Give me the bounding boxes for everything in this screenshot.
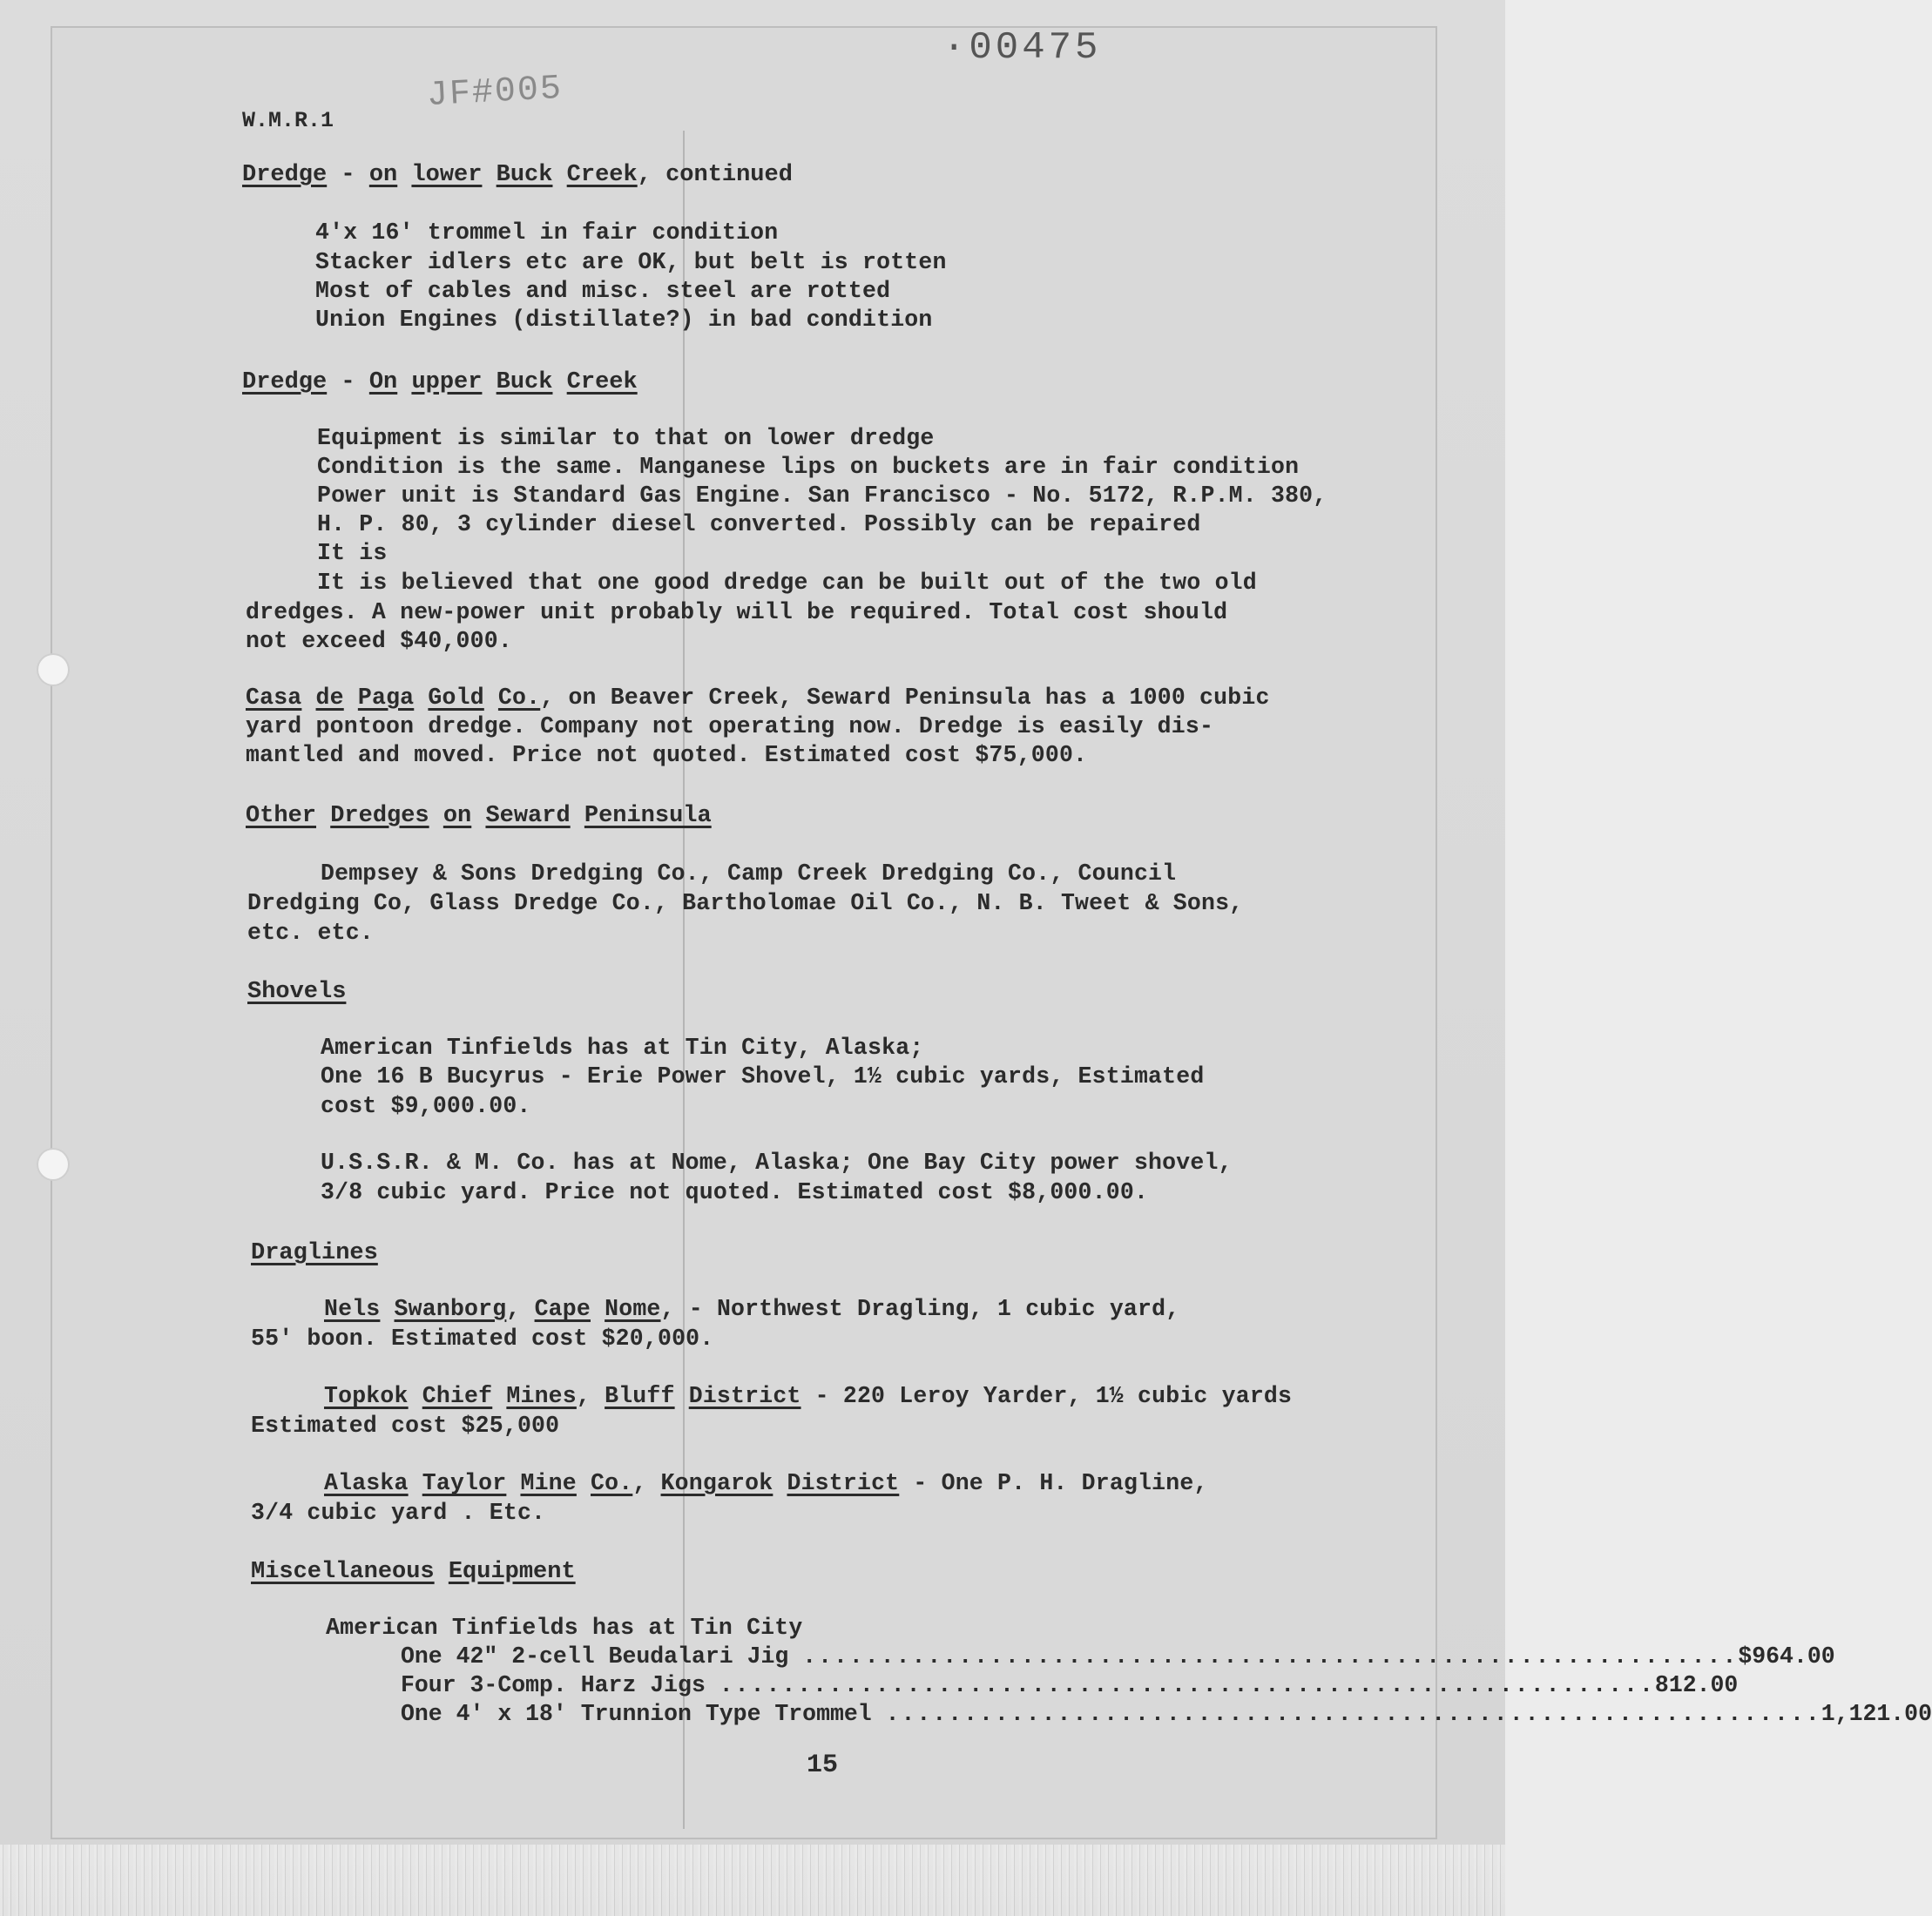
text-line: It is believed that one good dredge can be built out of the two old [317,570,1257,596]
casa-de-paga-line-1: Casa de Paga Gold Co., on Beaver Creek, Seward Peninsula has a 1000 cubic [246,685,1270,711]
text-line: Dempsey & Sons Dredging Co., Camp Creek Dredging Co., Council [321,860,1177,887]
text-line: Union Engines (distillate?) in bad condition [315,307,933,333]
text-line: yard pontoon dredge. Company not operating now. Dredge is easily dis- [246,713,1214,739]
text-line: Most of cables and misc. steel are rotted [315,278,891,304]
price-amount: 964.00 [1752,1643,1835,1670]
text-line: 3/4 cubic yard . Etc. [251,1500,546,1526]
leader-dots: ............................................................ [802,1643,1739,1670]
alaska-taylor-line-1: Alaska Taylor Mine Co., Kongarok District - One P. H. Dragline, [324,1470,1208,1496]
price-row [401,1643,1835,1670]
price-label: One 4' x 18' Trunnion Type Trommel [401,1701,872,1727]
heading-dredge-upper: Dredge - On upper Buck Creek [242,369,638,395]
text-line: etc. etc. [247,920,374,946]
text-line: dredges. A new-power unit probably will be required. Total cost should [246,599,1228,625]
text-line: U.S.S.R. & M. Co. has at Nome, Alaska; One Bay City power shovel, [321,1150,1233,1176]
page-number: 15 [807,1751,839,1780]
reference-code: W.M.R.1 [242,108,334,133]
heading-draglines: Draglines [251,1240,378,1266]
text-line: American Tinfields has at Tin City [326,1615,803,1641]
text-line: Stacker idlers etc are OK, but belt is rotten [315,249,947,275]
text-line: Estimated cost $25,000 [251,1413,560,1439]
fold-line [683,131,685,1829]
nels-swanborg-line-1: Nels Swanborg, Cape Nome, - Northwest Dragling, 1 cubic yard, [324,1296,1180,1322]
text-line: It is [317,540,388,566]
text-line: mantled and moved. Price not quoted. Estimated cost $75,000. [246,742,1088,768]
punch-hole-lower [38,1150,68,1179]
price-row [401,1672,1739,1698]
price-currency: $ [1738,1643,1753,1670]
heading-misc-equipment: Miscellaneous Equipment [251,1559,576,1585]
text-line: Condition is the same. Manganese lips on buckets are in fair condition [317,454,1300,480]
document-number: ·00475 [942,26,1102,70]
leader-dots: ............................................................ [719,1672,1655,1698]
text-line: 3/8 cubic yard. Price not quoted. Estimated cost $8,000.00. [321,1179,1149,1205]
price-row [401,1701,1932,1727]
topkok-line-1: Topkok Chief Mines, Bluff District - 220 Leroy Yarder, 1½ cubic yards [324,1383,1293,1409]
price-amount: 812.00 [1654,1672,1739,1698]
heading-dredge-lower: Dredge - on lower Buck Creek, continued [242,162,793,188]
text-line: H. P. 80, 3 cylinder diesel converted. Possibly can be repaired [317,511,1201,537]
price-amount: 1,121.00 [1821,1701,1932,1727]
price-label: One 42" 2-cell Beudalari Jig [401,1643,789,1670]
text-line: Equipment is similar to that on lower dredge [317,425,935,451]
price-label: Four 3-Comp. Harz Jigs [401,1672,706,1698]
leader-dots: ............................................................ [885,1701,1821,1727]
scanner-edge-strip [0,1845,1505,1916]
text-line: 55' boon. Estimated cost $20,000. [251,1326,714,1352]
text-line: Power unit is Standard Gas Engine. San Francisco - No. 5172, R.P.M. 380, [317,482,1327,509]
text-line: cost $9,000.00. [321,1093,531,1119]
text-line: 4'x 16' trommel in fair condition [315,219,779,246]
heading-other-dredges: Other Dredges on Seward Peninsula [246,803,712,829]
punch-hole-upper [38,655,68,685]
text-line: One 16 B Bucyrus - Erie Power Shovel, 1½ cubic yards, Estimated [321,1063,1205,1090]
heading-shovels: Shovels [247,979,347,1005]
text-line: not exceed $40,000. [246,628,512,654]
file-stamp: JF#005 [425,69,564,117]
text-line: American Tinfields has at Tin City, Alaska; [321,1035,924,1061]
text-line: Dredging Co, Glass Dredge Co., Bartholomae Oil Co., N. B. Tweet & Sons, [247,890,1244,916]
